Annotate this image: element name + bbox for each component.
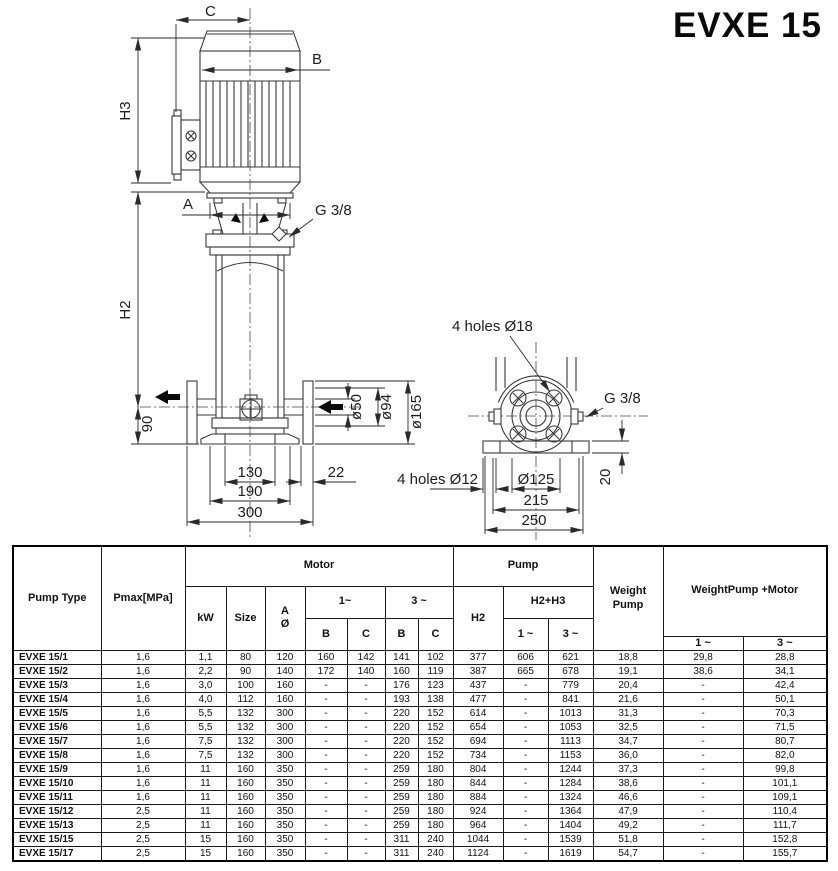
value-cell: 1044 xyxy=(453,833,503,847)
value-cell: 2,5 xyxy=(101,805,185,819)
dim-label-b: B xyxy=(312,51,323,68)
dim-label-22: 22 xyxy=(327,464,345,481)
pump-type-cell: EVXE 15/8 xyxy=(13,749,101,763)
value-cell: 2,2 xyxy=(185,665,226,679)
value-cell: 132 xyxy=(226,749,265,763)
value-cell: 1,6 xyxy=(101,651,185,665)
value-cell: 350 xyxy=(265,763,305,777)
value-cell: 109,1 xyxy=(743,791,827,805)
value-cell: 160 xyxy=(265,679,305,693)
value-cell: 1,6 xyxy=(101,763,185,777)
value-cell: 11 xyxy=(185,791,226,805)
value-cell: - xyxy=(503,735,548,749)
value-cell: 180 xyxy=(418,819,453,833)
value-cell: - xyxy=(503,805,548,819)
value-cell: 844 xyxy=(453,777,503,791)
value-cell: 46,6 xyxy=(593,791,663,805)
value-cell: 350 xyxy=(265,777,305,791)
dim-label-190: 190 xyxy=(237,483,263,500)
spec-table xyxy=(12,545,828,862)
value-cell: 924 xyxy=(453,805,503,819)
value-cell: 160 xyxy=(226,847,265,862)
col-header-weight-total: WeightPump +Motor xyxy=(663,546,827,636)
value-cell: 1,1 xyxy=(185,651,226,665)
value-cell: - xyxy=(503,763,548,777)
dim-label-d94: ø94 xyxy=(378,394,395,420)
value-cell: - xyxy=(663,791,743,805)
value-cell: 132 xyxy=(226,735,265,749)
value-cell: - xyxy=(347,721,385,735)
value-cell: 259 xyxy=(385,763,418,777)
value-cell: 172 xyxy=(305,665,347,679)
dim-label-g38-right: G 3/8 xyxy=(604,390,641,407)
table-body xyxy=(13,651,827,862)
diameter-symbol: Ø xyxy=(280,618,290,631)
value-cell: 377 xyxy=(453,651,503,665)
value-cell: 621 xyxy=(548,651,593,665)
value-cell: 140 xyxy=(347,665,385,679)
value-cell: 1324 xyxy=(548,791,593,805)
col-header-h2h3-3ph: 3 ~ xyxy=(548,618,593,651)
value-cell: 884 xyxy=(453,791,503,805)
value-cell: 50,1 xyxy=(743,693,827,707)
value-cell: 2,5 xyxy=(101,833,185,847)
col-header-motor-3ph: 3 ~ xyxy=(385,586,453,618)
dim-label-90: 90 xyxy=(139,415,156,433)
col-header-kw: kW xyxy=(185,586,226,651)
value-cell: 259 xyxy=(385,777,418,791)
value-cell: 160 xyxy=(226,819,265,833)
table-row xyxy=(13,819,827,833)
value-cell: 132 xyxy=(226,721,265,735)
value-cell: 152 xyxy=(418,735,453,749)
value-cell: 47,9 xyxy=(593,805,663,819)
value-cell: 100 xyxy=(226,679,265,693)
value-cell: 34,1 xyxy=(743,665,827,679)
dim-label-215: 215 xyxy=(523,492,549,509)
value-cell: 259 xyxy=(385,791,418,805)
value-cell: 1284 xyxy=(548,777,593,791)
value-cell: 1,6 xyxy=(101,679,185,693)
value-cell: 387 xyxy=(453,665,503,679)
col-header-b-3ph: B xyxy=(385,618,418,651)
value-cell: - xyxy=(347,707,385,721)
value-cell: 734 xyxy=(453,749,503,763)
value-cell: 70,3 xyxy=(743,707,827,721)
value-cell: - xyxy=(347,833,385,847)
value-cell: - xyxy=(305,693,347,707)
value-cell: - xyxy=(305,805,347,819)
value-cell: 38,6 xyxy=(593,777,663,791)
pump-type-cell: EVXE 15/13 xyxy=(13,819,101,833)
col-header-h2: H2 xyxy=(453,586,503,651)
value-cell: 300 xyxy=(265,735,305,749)
value-cell: 2,5 xyxy=(101,819,185,833)
col-header-weight-pump: Weight Pump xyxy=(593,546,663,651)
pump-type-cell: EVXE 15/1 xyxy=(13,651,101,665)
value-cell: 160 xyxy=(305,651,347,665)
value-cell: 180 xyxy=(418,777,453,791)
value-cell: 5,5 xyxy=(185,707,226,721)
value-cell: - xyxy=(305,721,347,735)
value-cell: - xyxy=(503,819,548,833)
value-cell: 350 xyxy=(265,805,305,819)
value-cell: 119 xyxy=(418,665,453,679)
col-header-c-1ph: C xyxy=(347,618,385,651)
value-cell: 11 xyxy=(185,777,226,791)
value-cell: 42,4 xyxy=(743,679,827,693)
value-cell: - xyxy=(503,833,548,847)
value-cell: - xyxy=(503,693,548,707)
value-cell: 32,5 xyxy=(593,721,663,735)
table-row xyxy=(13,651,827,665)
dim-label-holes18: 4 holes Ø18 xyxy=(452,318,533,335)
col-header-a-diameter xyxy=(265,586,305,651)
value-cell: 152,8 xyxy=(743,833,827,847)
value-cell: 180 xyxy=(418,805,453,819)
col-header-size: Size xyxy=(226,586,265,651)
value-cell: - xyxy=(663,721,743,735)
pump-type-cell: EVXE 15/11 xyxy=(13,791,101,805)
value-cell: - xyxy=(347,791,385,805)
value-cell: 15 xyxy=(185,833,226,847)
pump-type-cell: EVXE 15/12 xyxy=(13,805,101,819)
value-cell: - xyxy=(663,833,743,847)
table-row xyxy=(13,791,827,805)
value-cell: - xyxy=(305,777,347,791)
value-cell: 964 xyxy=(453,819,503,833)
value-cell: 49,2 xyxy=(593,819,663,833)
value-cell: 841 xyxy=(548,693,593,707)
col-header-h2h3-1ph: 1 ~ xyxy=(503,618,548,651)
value-cell: 112 xyxy=(226,693,265,707)
value-cell: 160 xyxy=(226,777,265,791)
value-cell: - xyxy=(305,847,347,862)
table-row xyxy=(13,777,827,791)
pump-type-cell: EVXE 15/10 xyxy=(13,777,101,791)
table-row xyxy=(13,679,827,693)
value-cell: 155,7 xyxy=(743,847,827,862)
value-cell: 101,1 xyxy=(743,777,827,791)
col-header-h2h3: H2+H3 xyxy=(503,586,593,618)
value-cell: 160 xyxy=(226,791,265,805)
value-cell: 110,4 xyxy=(743,805,827,819)
value-cell: 141 xyxy=(385,651,418,665)
value-cell: - xyxy=(663,707,743,721)
value-cell: 160 xyxy=(226,833,265,847)
value-cell: 220 xyxy=(385,735,418,749)
value-cell: 132 xyxy=(226,707,265,721)
value-cell: 90 xyxy=(226,665,265,679)
pump-type-cell: EVXE 15/4 xyxy=(13,693,101,707)
table-row xyxy=(13,749,827,763)
value-cell: 240 xyxy=(418,833,453,847)
value-cell: 7,5 xyxy=(185,749,226,763)
pump-type-cell: EVXE 15/2 xyxy=(13,665,101,679)
dim-label-c: C xyxy=(205,3,216,20)
value-cell: 80 xyxy=(226,651,265,665)
dim-label-300: 300 xyxy=(237,504,263,521)
value-cell: 300 xyxy=(265,707,305,721)
value-cell: 678 xyxy=(548,665,593,679)
value-cell: 28,8 xyxy=(743,651,827,665)
value-cell: 142 xyxy=(347,651,385,665)
pump-side-view xyxy=(117,3,425,538)
value-cell: 311 xyxy=(385,847,418,862)
value-cell: - xyxy=(347,679,385,693)
value-cell: 1013 xyxy=(548,707,593,721)
value-cell: 1,6 xyxy=(101,735,185,749)
value-cell: 614 xyxy=(453,707,503,721)
value-cell: - xyxy=(503,679,548,693)
value-cell: - xyxy=(347,819,385,833)
value-cell: 477 xyxy=(453,693,503,707)
value-cell: 694 xyxy=(453,735,503,749)
value-cell: 36,0 xyxy=(593,749,663,763)
value-cell: 180 xyxy=(418,791,453,805)
value-cell: 11 xyxy=(185,819,226,833)
value-cell: 160 xyxy=(226,805,265,819)
pump-type-cell: EVXE 15/3 xyxy=(13,679,101,693)
value-cell: 29,8 xyxy=(663,651,743,665)
pump-type-cell: EVXE 15/17 xyxy=(13,847,101,862)
value-cell: 220 xyxy=(385,721,418,735)
value-cell: 18,8 xyxy=(593,651,663,665)
value-cell: - xyxy=(663,847,743,862)
dim-label-d125: Ø125 xyxy=(517,471,555,488)
spec-table-wrapper xyxy=(12,545,828,862)
value-cell: 4,0 xyxy=(185,693,226,707)
value-cell: 71,5 xyxy=(743,721,827,735)
table-row xyxy=(13,693,827,707)
value-cell: - xyxy=(305,819,347,833)
value-cell: 1619 xyxy=(548,847,593,862)
value-cell: 3,0 xyxy=(185,679,226,693)
value-cell: 37,3 xyxy=(593,763,663,777)
dim-label-250: 250 xyxy=(521,512,547,529)
value-cell: - xyxy=(347,735,385,749)
value-cell: 1,6 xyxy=(101,665,185,679)
value-cell: 1404 xyxy=(548,819,593,833)
table-row xyxy=(13,847,827,862)
value-cell: 102 xyxy=(418,651,453,665)
value-cell: 160 xyxy=(385,665,418,679)
col-header-weight-1ph: 1 ~ xyxy=(663,636,743,651)
table-row xyxy=(13,721,827,735)
value-cell: 160 xyxy=(226,763,265,777)
col-header-motor-1ph: 1~ xyxy=(305,586,385,618)
value-cell: - xyxy=(503,721,548,735)
col-header-pmax: Pmax[MPa] xyxy=(101,546,185,651)
page-title: EVXE 15 xyxy=(672,6,822,45)
value-cell: 1364 xyxy=(548,805,593,819)
value-cell: - xyxy=(347,847,385,862)
value-cell: - xyxy=(503,847,548,862)
value-cell: 300 xyxy=(265,749,305,763)
value-cell: 1113 xyxy=(548,735,593,749)
flow-arrow-left xyxy=(155,390,180,404)
value-cell: - xyxy=(503,749,548,763)
value-cell: 220 xyxy=(385,749,418,763)
value-cell: - xyxy=(503,791,548,805)
value-cell: - xyxy=(305,749,347,763)
pump-type-cell: EVXE 15/5 xyxy=(13,707,101,721)
col-header-c-3ph: C xyxy=(418,618,453,651)
value-cell: 311 xyxy=(385,833,418,847)
value-cell: 1,6 xyxy=(101,791,185,805)
dim-label-g38-left: G 3/8 xyxy=(315,202,352,219)
value-cell: - xyxy=(347,777,385,791)
value-cell: 1,6 xyxy=(101,693,185,707)
value-cell: 11 xyxy=(185,805,226,819)
value-cell: 804 xyxy=(453,763,503,777)
terminal-box xyxy=(172,110,200,180)
value-cell: - xyxy=(305,679,347,693)
dim-label-20: 20 xyxy=(597,468,614,486)
a-label: A xyxy=(281,604,289,617)
flow-arrow-right xyxy=(318,400,343,414)
value-cell: 350 xyxy=(265,819,305,833)
value-cell: 138 xyxy=(418,693,453,707)
value-cell: 1153 xyxy=(548,749,593,763)
dim-label-holes12: 4 holes Ø12 xyxy=(397,471,478,488)
value-cell: 80,7 xyxy=(743,735,827,749)
value-cell: 111,7 xyxy=(743,819,827,833)
dim-label-a: A xyxy=(183,196,194,213)
value-cell: 54,7 xyxy=(593,847,663,862)
value-cell: 1,6 xyxy=(101,721,185,735)
value-cell: 1539 xyxy=(548,833,593,847)
value-cell: 2,5 xyxy=(101,847,185,862)
value-cell: 38,6 xyxy=(663,665,743,679)
value-cell: 180 xyxy=(418,763,453,777)
value-cell: - xyxy=(663,819,743,833)
col-header-motor: Motor xyxy=(185,546,453,586)
value-cell: 259 xyxy=(385,819,418,833)
table-row xyxy=(13,763,827,777)
table-row xyxy=(13,665,827,679)
value-cell: - xyxy=(663,763,743,777)
value-cell: 259 xyxy=(385,805,418,819)
value-cell: - xyxy=(663,679,743,693)
value-cell: 152 xyxy=(418,721,453,735)
dim-label-h2: H2 xyxy=(117,300,134,320)
value-cell: 120 xyxy=(265,651,305,665)
value-cell: - xyxy=(663,805,743,819)
col-header-b-1ph: B xyxy=(305,618,347,651)
value-cell: 1244 xyxy=(548,763,593,777)
pump-type-cell: EVXE 15/9 xyxy=(13,763,101,777)
value-cell: 193 xyxy=(385,693,418,707)
value-cell: 123 xyxy=(418,679,453,693)
value-cell: - xyxy=(305,707,347,721)
value-cell: 1,6 xyxy=(101,749,185,763)
col-header-weight-3ph: 3 ~ xyxy=(743,636,827,651)
value-cell: 1124 xyxy=(453,847,503,862)
value-cell: - xyxy=(663,693,743,707)
value-cell: - xyxy=(305,763,347,777)
value-cell: 15 xyxy=(185,847,226,862)
value-cell: - xyxy=(663,735,743,749)
value-cell: - xyxy=(503,707,548,721)
value-cell: 350 xyxy=(265,791,305,805)
pump-type-cell: EVXE 15/15 xyxy=(13,833,101,847)
value-cell: 1,6 xyxy=(101,777,185,791)
value-cell: 665 xyxy=(503,665,548,679)
value-cell: 51,8 xyxy=(593,833,663,847)
value-cell: 437 xyxy=(453,679,503,693)
value-cell: 34,7 xyxy=(593,735,663,749)
pump-type-cell: EVXE 15/7 xyxy=(13,735,101,749)
pump-type-cell: EVXE 15/6 xyxy=(13,721,101,735)
value-cell: 350 xyxy=(265,833,305,847)
table-row xyxy=(13,833,827,847)
value-cell: - xyxy=(347,805,385,819)
value-cell: 99,8 xyxy=(743,763,827,777)
value-cell: - xyxy=(347,749,385,763)
value-cell: 20,4 xyxy=(593,679,663,693)
value-cell: 19,1 xyxy=(593,665,663,679)
value-cell: 350 xyxy=(265,847,305,862)
value-cell: 779 xyxy=(548,679,593,693)
dim-label-d165: ø165 xyxy=(408,394,425,430)
value-cell: - xyxy=(305,791,347,805)
value-cell: 606 xyxy=(503,651,548,665)
value-cell: - xyxy=(503,777,548,791)
value-cell: 152 xyxy=(418,749,453,763)
dim-label-130: 130 xyxy=(237,464,263,481)
value-cell: - xyxy=(663,749,743,763)
value-cell: - xyxy=(305,735,347,749)
col-header-pump-type: Pump Type xyxy=(13,546,101,651)
value-cell: - xyxy=(663,777,743,791)
value-cell: 654 xyxy=(453,721,503,735)
value-cell: 11 xyxy=(185,763,226,777)
value-cell: 21,6 xyxy=(593,693,663,707)
value-cell: 300 xyxy=(265,721,305,735)
col-header-pump: Pump xyxy=(453,546,593,586)
value-cell: 5,5 xyxy=(185,721,226,735)
value-cell: 160 xyxy=(265,693,305,707)
value-cell: - xyxy=(347,693,385,707)
value-cell: 220 xyxy=(385,707,418,721)
value-cell: 82,0 xyxy=(743,749,827,763)
dim-label-h3: H3 xyxy=(117,101,134,121)
table-row xyxy=(13,707,827,721)
dim-label-d50: ø50 xyxy=(348,394,365,420)
value-cell: - xyxy=(305,833,347,847)
pump-end-view xyxy=(397,318,648,540)
value-cell: 152 xyxy=(418,707,453,721)
table-row xyxy=(13,735,827,749)
value-cell: 140 xyxy=(265,665,305,679)
value-cell: - xyxy=(347,763,385,777)
value-cell: 1,6 xyxy=(101,707,185,721)
value-cell: 176 xyxy=(385,679,418,693)
value-cell: 31,3 xyxy=(593,707,663,721)
value-cell: 1053 xyxy=(548,721,593,735)
value-cell: 240 xyxy=(418,847,453,862)
table-row xyxy=(13,805,827,819)
value-cell: 7,5 xyxy=(185,735,226,749)
